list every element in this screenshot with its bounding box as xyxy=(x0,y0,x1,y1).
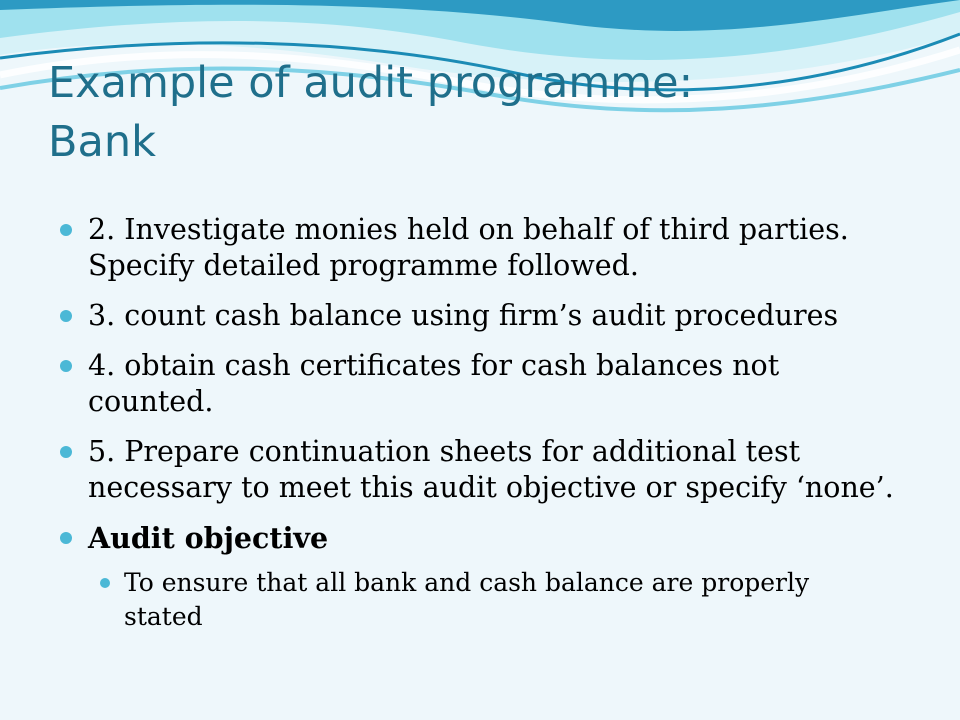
slide-content xyxy=(60,212,900,634)
sub-bullet-dot-icon xyxy=(100,578,110,588)
bullet-item-3 xyxy=(60,298,900,334)
bullet-dot-icon xyxy=(60,310,72,322)
audit-objective-item xyxy=(60,520,900,556)
bullet-item-5 xyxy=(60,434,900,506)
audit-objective-subitem xyxy=(96,566,884,634)
bullet-item-2 xyxy=(60,212,900,284)
slide-title-line-2: Bank xyxy=(48,117,157,167)
bullet-dot-icon xyxy=(60,532,72,544)
slide-title xyxy=(48,54,908,172)
bullet-item-2-text: 2. Investigate monies held on behalf of third parties. Specify detailed programme followed. xyxy=(88,213,849,282)
bullet-item-5-text: 5. Prepare continuation sheets for additional test necessary to meet this audit objective or specify ‘none’. xyxy=(88,435,894,504)
bullet-dot-icon xyxy=(60,360,72,372)
bullet-item-3-text: 3. count cash balance using firm’s audit procedures xyxy=(88,299,839,332)
bullet-item-4-text: 4. obtain cash certificates for cash balances not counted. xyxy=(88,349,780,418)
audit-objective-subitem-text: To ensure that all bank and cash balance are properly stated xyxy=(124,568,810,631)
bullet-dot-icon xyxy=(60,224,72,236)
slide-title-line-1: Example of audit programme: xyxy=(48,58,694,108)
bullet-dot-icon xyxy=(60,446,72,458)
bullet-item-4 xyxy=(60,348,900,420)
audit-objective-heading: Audit objective xyxy=(88,521,329,555)
